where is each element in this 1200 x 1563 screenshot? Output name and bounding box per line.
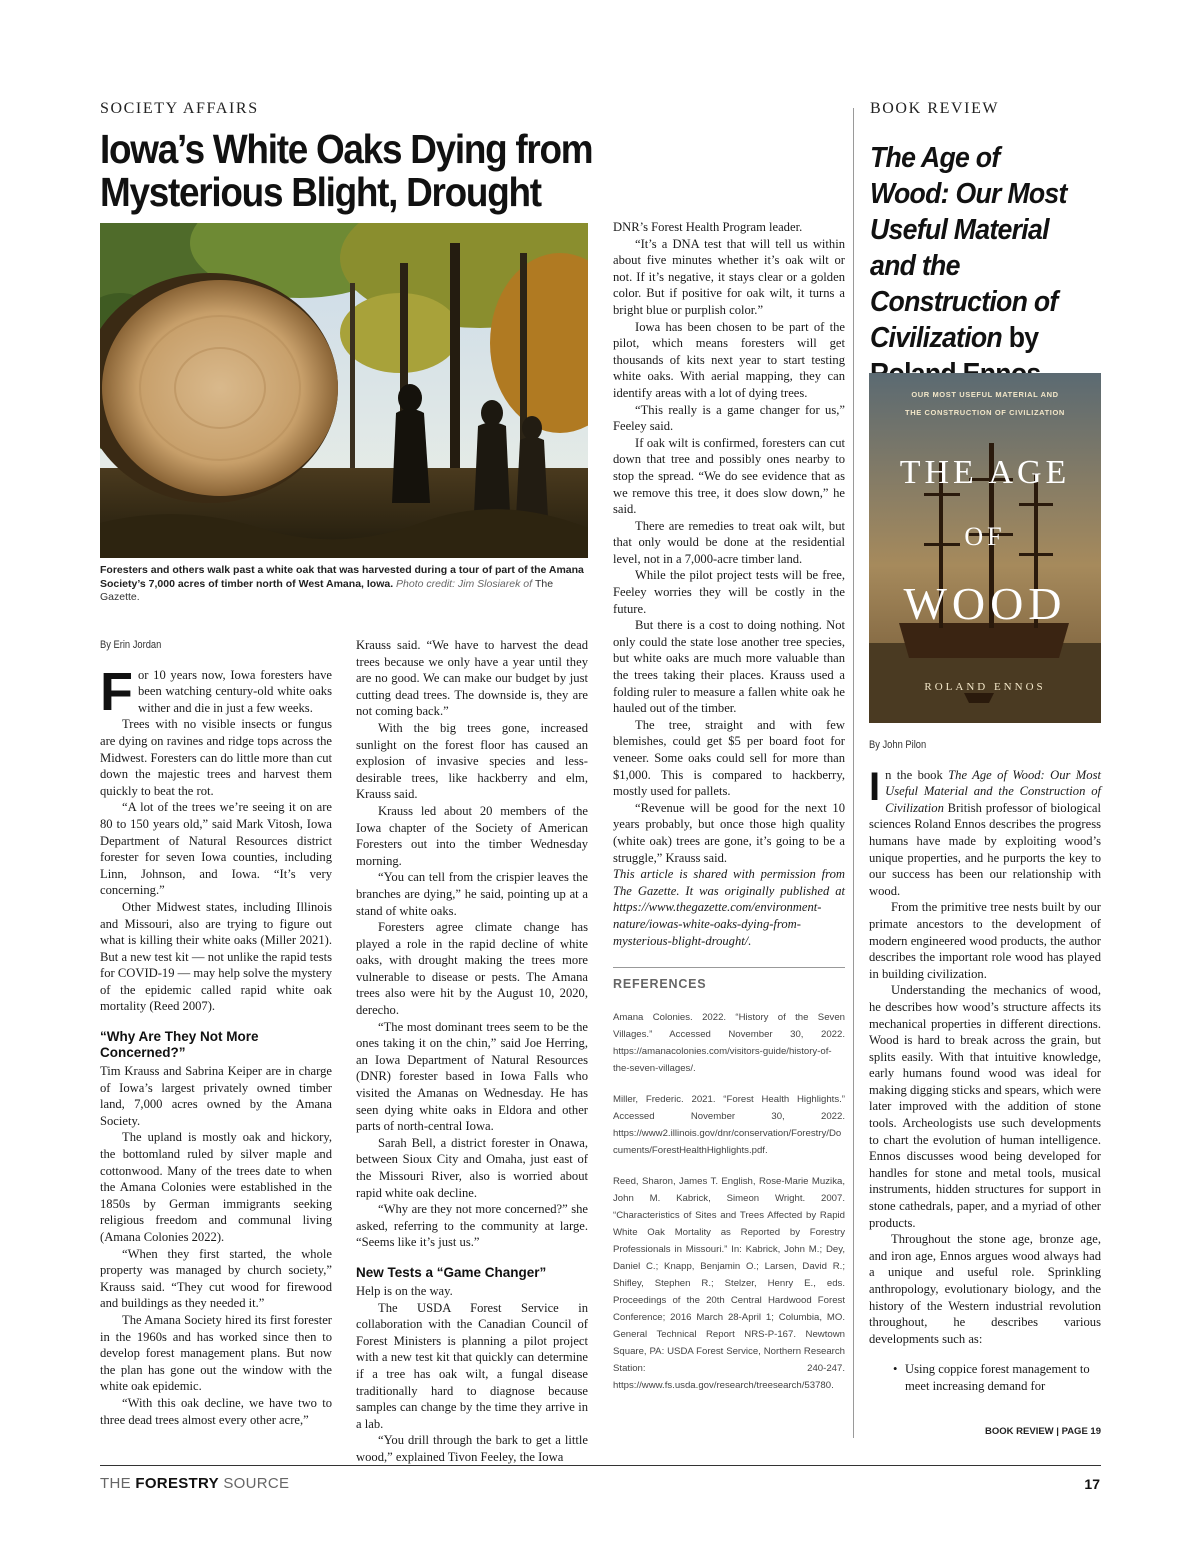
paragraph: The Amana Society hired its first forester in the 1960s and has worked since then to develop forest management plans. But now the plan has gone out the window with the white oak epidemic. bbox=[100, 1312, 332, 1394]
paragraph-text: n the book bbox=[885, 767, 949, 782]
photo-caption bbox=[100, 564, 590, 605]
permission-note: This article is shared with permission from The Gazette. It was originally published at https://www.thegazette.com/environment-nature/iowas-white-oaks-dying-from-mysterious-blight-drought/. bbox=[613, 867, 845, 948]
subheading: New Tests a “Game Changer” bbox=[356, 1264, 547, 1280]
paragraph-text: British professor of biological sciences Roland Ennos describes the progress humans have made by exploiting wood’s unique properties, and he purports the key to our success has been our relationship with wood. bbox=[869, 800, 1101, 898]
references-divider bbox=[613, 967, 845, 968]
paragraph: “You can tell from the crispier leaves the branches are dying,” he said, pointing up at a stand of white oaks. bbox=[356, 870, 588, 918]
paragraph: “The most dominant trees seem to be the ones taking it on the chin,” said Joe Herring, an Iowa Department of Natural Resources (DNR) forester based in Iowa Falls who visited the Amanas on Wednesday. He has seen dying white oaks in Eldora and other parts of north-central Iowa. bbox=[356, 1019, 588, 1134]
book-review-column bbox=[869, 737, 1101, 1395]
column-divider bbox=[853, 108, 854, 1438]
paragraph: Krauss led about 20 members of the Iowa chapter of the Society of American Foresters out into the timber Wednesday morning. bbox=[356, 803, 588, 868]
caption-credit: Photo credit: Jim Slosiarek of bbox=[396, 577, 533, 590]
references-heading: REFERENCES bbox=[613, 977, 707, 992]
drop-cap: I bbox=[869, 764, 881, 809]
article-column-1 bbox=[100, 637, 332, 1428]
development-list bbox=[869, 1361, 1101, 1394]
drop-cap: F bbox=[100, 661, 133, 722]
subheading: “Why Are They Not More Concerned?” bbox=[100, 1029, 259, 1061]
continued-link[interactable]: BOOK REVIEW | PAGE 19 bbox=[985, 1426, 1101, 1437]
reference-item: Reed, Sharon, James T. English, Rose-Marie Muzika, John M. Kabrick, Simeon Wright. 2007. “Characteristics of Sites and Trees Affected by Rapid White Oak Mortality as Reported by Forestry Professionals in Missouri.” In: Kabrick, John M.; Dey, Daniel C.; Knapp, Benjamin O.; Larsen, David R.; Shifley, Stephen R.; Stelzer, Henry E., eds. Proceedings of the 20th Central Hardwood Forest Conference; 2016 March 28-April 1; Columbia, MO. General Technical Report NRS-P-167. Newtown Square, PA: USDA Forest Service, Northern Research Station: 240-247. https://www.fs.usda.gov/research/treesearch/53780. bbox=[613, 1175, 845, 1391]
paragraph: The upland is mostly oak and hickory, the bottomland ruled by silver maple and cottonwood. Many of the trees date to when the Amana Colonies were established in the 1850s by German immigrants seeking religious freedom and communal living (Amana Colonies 2022). bbox=[100, 1130, 332, 1244]
book-title-italic: The Age of Wood: Our Most Useful Material and the Construction of Civilization bbox=[870, 142, 1067, 354]
paragraph: “Why are they not more concerned?” she asked, referring to the community at large. “Seems like it’s just us.” bbox=[356, 1202, 588, 1250]
paragraph: “It’s a DNA test that will tell us within about five minutes whether it’s oak wilt or not. If it’s negative, it stays clear or a golden color. But if positive for oak wilt, it turns a bright blue or purplish color.” bbox=[613, 236, 845, 317]
book-review-byline: By John Pilon bbox=[869, 739, 927, 751]
paragraph: But there is a cost to doing nothing. Not only could the state lose another tree species, but white oaks are much more valuable than the trees taking their places. Krauss used a folding ruler to measure a fallen white oak he hauled out of the timber. bbox=[613, 618, 845, 716]
book-cover-image bbox=[869, 373, 1101, 723]
reference-item: Miller, Frederic. 2021. “Forest Health Highlights.” Accessed November 30, 2022. https://www2.illinois.gov/dnr/conservation/Forestry/Documents/ForestHealthHighlights.pdf. bbox=[613, 1093, 845, 1156]
cover-title-the-age: THE AGE bbox=[899, 454, 1071, 491]
paragraph: The USDA Forest Service in collaboration with the Canadian Council of Forest Ministers is planning a pilot project with a new test kit that quickly can determine if a tree has oak wilt, a fungal disease traditionally hard to diagnose because samples can change by the time they arrive in a lab. bbox=[356, 1300, 588, 1431]
cover-subtitle-line2: THE CONSTRUCTION OF CIVILIZATION bbox=[905, 408, 1065, 417]
paragraph: Tim Krauss and Sabrina Keiper are in charge of Iowa’s largest privately owned timber land, 7,000 acres owned by the Amana Society. bbox=[100, 1064, 332, 1128]
paragraph: Iowa has been chosen to be part of the pilot, which means foresters will get thousands of kits next year to start testing white oaks. With aerial mapping, they can identify areas with a lot of dying trees. bbox=[613, 319, 845, 400]
paragraph: While the pilot project tests will be free, Feeley worries they will be costly in the future. bbox=[613, 568, 845, 616]
paragraph: Throughout the stone age, bronze age, and iron age, Ennos argues wood always had a unique and useful role. Sprinkling anthropology, evolutionary biology, and the history of the Western industrial revolution throughout, he describes various developments such as: bbox=[869, 1232, 1101, 1346]
book-title-author: by bbox=[1008, 322, 1039, 354]
paragraph: Foresters agree climate change has played a role in the rapid decline of white oaks, with drought making the trees more vulnerable to disease or pests. The Amana trees also were hit by the August 10, 2020, derecho. bbox=[356, 920, 588, 1018]
reference-item: Amana Colonies. 2022. “History of the Seven Villages.” Accessed November 30, 2022. https://amanacolonies.com/visitors-guide/history-of-the-seven-villages/. bbox=[613, 1011, 845, 1074]
paragraph: Help is on the way. bbox=[356, 1283, 453, 1298]
paragraph: Trees with no visible insects or fungus are dying on ravines and ridge tops across the Midwest. Foresters can do little more than cut down the majestic trees and harvest them quickly to beat the rot. bbox=[100, 717, 332, 798]
article-headline: Iowa’s White Oaks Dying from Mysterious Blight, Drought bbox=[100, 126, 593, 215]
paragraph: or 10 years now, Iowa foresters have been watching century-old white oaks wither and die in just a few weeks. bbox=[138, 667, 332, 715]
paragraph: “A lot of the trees we’re seeing it on are 80 to 150 years old,” said Mark Vitosh, Iowa Department of Natural Resources district forester for seven Iowa counties, including Linn, Johnson, and Iowa. “It’s very concerning.” bbox=[100, 800, 332, 898]
paragraph: “This really is a game changer for us,” Feeley said. bbox=[613, 402, 845, 434]
article-byline: By Erin Jordan bbox=[100, 639, 162, 651]
article-photo bbox=[100, 223, 588, 558]
section-label-society-affairs: SOCIETY AFFAIRS bbox=[100, 100, 259, 117]
caption-paper: The Gazette. bbox=[100, 577, 554, 603]
page-number: 17 bbox=[1084, 1476, 1100, 1492]
cover-title-wood: WOOD bbox=[903, 578, 1067, 629]
book-review-title bbox=[870, 140, 1083, 392]
paragraph: There are remedies to treat oak wilt, but that only would be done at the residential level, not in a 7,000-acre timber land. bbox=[613, 518, 845, 566]
paragraph: If oak wilt is confirmed, foresters can cut down that tree and possibly ones nearby to stop the spread. “We do see evidence that as we remove this tree, it does slow down,” he said. bbox=[613, 435, 845, 517]
cover-title-of: OF bbox=[964, 522, 1006, 551]
paragraph: “With this oak decline, we have two to three dead trees almost every other acre,” bbox=[100, 1395, 332, 1427]
paragraph: With the big trees gone, increased sunlight on the forest floor has caused an explosion of invasive species and less-desirable trees, like hackberry and elm, Krauss said. bbox=[356, 720, 588, 802]
paragraph: Krauss said. “We have to harvest the dead trees because we only have a year until they are no good. We can make our budget by just cutting dead trees. The downside is, they are not coming back.” bbox=[356, 638, 588, 719]
book-title-inline: The Age of Wood: Our Most Useful Material and the Construction of Civilization bbox=[885, 767, 1101, 815]
paragraph: Understanding the mechanics of wood, he describes how wood’s structure affects its mechanical properties in different directions. Wood is hard to break across the grain, but splits easily. With that intuitive knowledge, early humans found wood was ideal for making digging sticks and spears, which were later improved with the addition of stone tools. Archeologists use such developments to chart the evolution of human intelligence. Ennos discusses wood being developed for handles for stone and metal tools, musical instruments, hidden structures for support in stone cathedrals, paper, and a myriad of other products. bbox=[869, 983, 1101, 1230]
article-column-2 bbox=[356, 637, 588, 1466]
footer-divider bbox=[100, 1465, 1101, 1466]
list-item: • Using coppice forest management to meet increasing demand for bbox=[905, 1361, 1101, 1394]
caption-text: Foresters and others walk past a white oak that was harvested during a tour of part of the Amana Society’s 7,000 acres of timber north of West Amana, Iowa. bbox=[100, 564, 584, 590]
paragraph: “You drill through the bark to get a little wood,” explained Tivon Feeley, the Iowa bbox=[356, 1433, 588, 1464]
section-label-book-review: BOOK REVIEW bbox=[870, 100, 1000, 117]
paragraph: DNR’s Forest Health Program leader. bbox=[613, 220, 803, 234]
paragraph: From the primitive tree nests built by our primate ancestors to the development of modern engineered wood products, the author describes the important role wood has played in building civilization. bbox=[869, 900, 1101, 981]
cover-author: ROLAND ENNOS bbox=[924, 681, 1046, 693]
article-column-3 bbox=[613, 219, 845, 1408]
paragraph: The tree, straight and with few blemishes, could get $5 per board foot for veneer. Some oaks could sell for more than $1,000. This is compared to hackberry, mostly used for pallets. bbox=[613, 717, 845, 799]
paragraph: “Revenue will be good for the next 10 years probably, but once those high quality (white oak) trees are gone, it’s going to be a struggle,” Krauss said. bbox=[613, 800, 845, 865]
footer-publication-name: THE FORESTRY SOURCE bbox=[100, 1475, 290, 1492]
cover-subtitle-line1: OUR MOST USEFUL MATERIAL AND bbox=[911, 390, 1059, 399]
paragraph: Other Midwest states, including Illinois and Missouri, also are trying to figure out what is killing their white oaks (Miller 2021). But a new test kit — not unlike the rapid tests for COVID-19 — may help solve the mystery of the epidemic called rapid white oak mortality (Reed 2007). bbox=[100, 899, 332, 1014]
paragraph: “When they first started, the whole property was managed by church society,” Krauss said. “They cut wood for firewood and buildings as they needed it.” bbox=[100, 1246, 332, 1311]
paragraph: Sarah Bell, a district forester in Onawa, between Sioux City and Omaha, just east of the Missouri River, also is worried about rapid white oak decline. bbox=[356, 1135, 588, 1200]
